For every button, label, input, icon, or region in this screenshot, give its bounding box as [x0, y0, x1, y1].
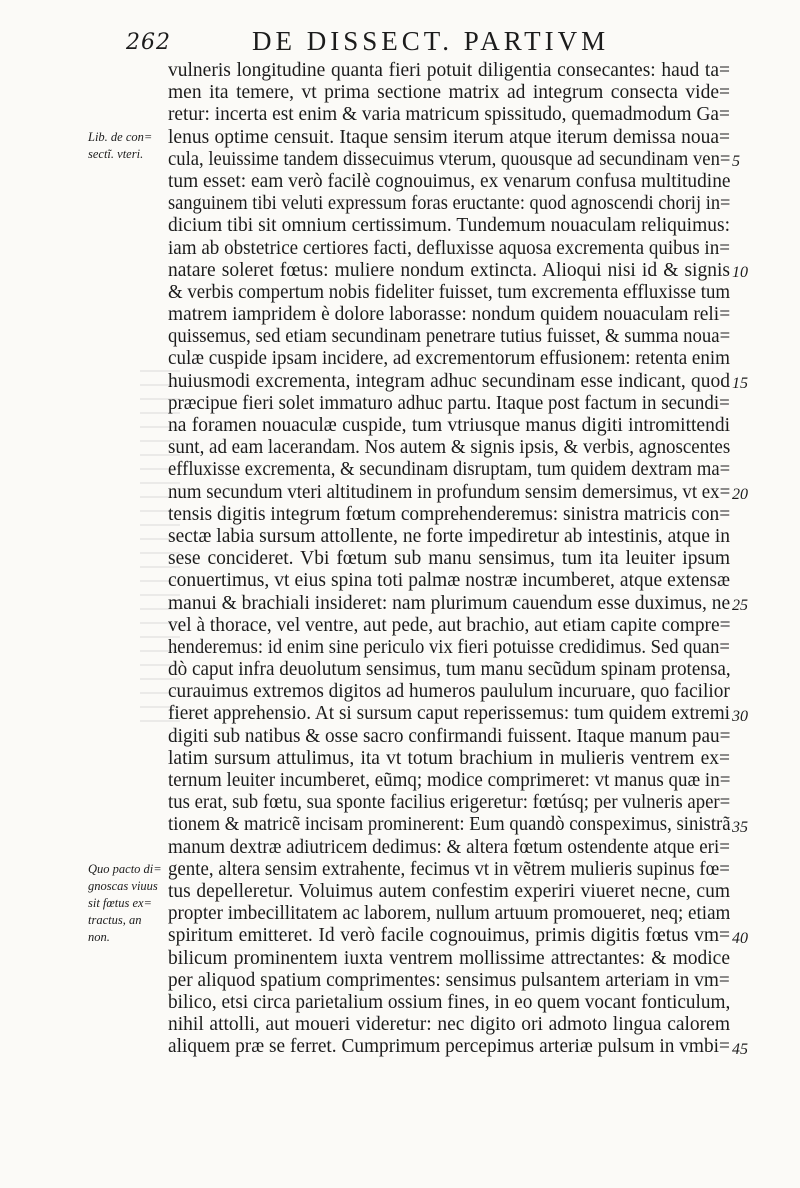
text-line: tus depelleretur. Voluimus autem confestim experiri viueret necne, cum [168, 880, 730, 902]
text-line: sanguinem tibi veluti expressum foras eructante: quod agnoscendi chorij in= [168, 193, 731, 215]
text-line: num secundum vteri altitudinem in profundum sensim demersimus, vt ex= [168, 481, 731, 503]
text-line: propter imbecillitatem ac laborem, nullum artuum promoueret, neq; etiam [168, 903, 731, 925]
text-line: per aliquod spatium comprimentes: sensimus pulsantem arteriam in vm= [168, 969, 730, 991]
text-line: huiusmodi excrementa, integram adhuc secundinam esse indicant, quod [168, 370, 730, 392]
margin-note-line: non. [88, 930, 110, 945]
text-line: henderemus: id enim sine periculo vix fieri potuisse credidimus. Sed quan= [168, 636, 730, 658]
text-line: sunt, ad eam lacerandam. Nos autem & signis ipsis, & verbis, agnoscentes [168, 437, 731, 459]
text-line: tum esset: eam verò facilè cognouimus, ex venarum confusa multitudine [168, 170, 731, 192]
text-line: effluxisse excrementa, & secundinam disruptam, tum quidem dextram ma= [168, 459, 731, 481]
text-line: dò caput infra deuolutum sensimus, tum manu secũdum spinam protensa, [168, 659, 731, 681]
text-line: gente, altera sensim extrahente, fecimus vt in vẽtrem mulieris supinus fœ= [168, 858, 730, 880]
line-number: 15 [732, 374, 748, 392]
text-line: conuertimus, vt eius spina toti palmæ nostræ incumberet, atque extensæ [168, 570, 730, 592]
text-line: quissemus, sed etiam secundinam penetrare tutius fuisset, & summa noua= [168, 326, 731, 348]
text-line: cula, leuissime tandem dissecuimus vterum, quousque ad secundinam ven= [168, 148, 731, 170]
text-line: tus erat, sub fœtu, sua sponte facilius erigeretur: fœtúsq; per vulneris aper= [168, 792, 731, 814]
margin-note-line: gnoscas viuus [88, 879, 158, 894]
margin-note-line: Lib. de con= [88, 129, 153, 144]
line-number: 10 [732, 263, 748, 281]
line-number: 40 [732, 929, 748, 947]
text-line: curauimus extremos digitos ad humeros paululum incuruare, quo facilior [168, 681, 730, 703]
margin-note [88, 129, 166, 163]
text-line: men ita temere, vt prima sectione matrix ad integrum consecta vide= [168, 82, 730, 104]
text-line: fieret apprehensio. At si sursum caput reperissemus: tum quidem extremi [168, 703, 731, 725]
text-line: ternum leuiter incumberet, eũmq; modice comprimeret: vt manus quæ in= [168, 770, 731, 791]
running-head [0, 26, 800, 60]
text-line: aliquem præ se ferret. Cumprimum percepimus arteriæ pulsum in vmbi= [168, 1036, 730, 1058]
text-line: nihil attolli, aut moueri videretur: nec digito ori admoto lingua calorem [168, 1014, 730, 1036]
text-line: vulneris longitudine quanta fieri potuit diligentia consecantes: haud ta= [168, 60, 730, 81]
text-line: na foramen nouaculæ cuspide, tum vtriusque manus digiti intromittendi [168, 415, 730, 436]
text-line: tionem & matricẽ incisam prominerent: Eum quandò conspeximus, sinistrã [168, 814, 731, 836]
line-number: 20 [732, 485, 748, 503]
text-line: natare soleret fœtus: muliere nondum extincta. Alioqui nisi id & signis [168, 259, 730, 281]
text-line: culæ cuspide ipsam incidere, ad excrementorum effusionem: retenta enim [168, 348, 731, 370]
text-line: tensis digitis integrum fœtum comprehenderemus: sinistra matricis con= [168, 503, 731, 525]
margin-note-line: Quo pacto di= [88, 862, 162, 877]
text-line: retur: incerta est enim & varia matricum spissitudo, quemadmodum Ga= [168, 104, 730, 126]
body-text [168, 60, 730, 1058]
margin-note-line: sit fœtus ex= [88, 896, 152, 911]
margin-note-line: tractus, an [88, 913, 142, 928]
text-line: bilico, etsi circa parietalium ossium fines, in eo quem vocant fonticulum, [168, 991, 731, 1013]
page-number: 262 [126, 30, 171, 55]
line-number: 45 [732, 1040, 748, 1058]
text-line: sese concideret. Vbi fœtum sub manu sensimus, tum ita leuiter ipsum [168, 548, 730, 570]
line-number: 35 [732, 818, 748, 836]
text-line: iam ab obstetrice certiores facti, defluxisse aquosa excrementa quibus in= [168, 237, 730, 259]
text-line: sectæ labia sursum attollente, ne forte impediretur ab intestinis, atque in [168, 525, 730, 547]
text-line: manui & brachiali insideret: nam plurimum cauendum esse duximus, ne [168, 592, 731, 614]
line-number: 5 [732, 152, 740, 170]
text-line: præcipue fieri solet immaturo adhuc partu. Itaque post factum in secundi= [168, 392, 730, 414]
text-line: matrem iampridem è dolore laborasse: nondum quidem nouaculam reli= [168, 304, 731, 326]
margin-note-line: sectĩ. vteri. [88, 146, 144, 161]
text-line: digiti sub natibus & osse sacro confirmandi fuissent. Itaque manum pau= [168, 725, 731, 747]
line-number: 25 [732, 596, 748, 614]
text-line: dicium tibi sit omnium certissimum. Tundemum nouaculam reliquimus: [168, 215, 730, 237]
text-line: manum dextræ adiutricem dedimus: & altera fœtum ostendente atque eri= [168, 836, 730, 858]
text-line: spiritum emitteret. Id verò facile cognouimus, primis digitis fœtus vm= [168, 925, 730, 947]
line-number: 30 [732, 707, 748, 725]
text-line: vel à thorace, vel ventre, aut pede, aut brachio, aut etiam capite compre= [168, 614, 731, 636]
margin-note [88, 861, 166, 946]
text-line: lenus optime censuit. Itaque sensim iterum atque iterum demissa noua= [168, 126, 730, 148]
running-head-title: DE DISSECT. PARTIVM [252, 26, 610, 56]
text-line: & verbis compertum nobis fideliter fuisset, tum excrementa effluxisse tum [168, 281, 731, 303]
text-line: latim sursum attulimus, ita vt totum brachium in mulieris ventrem ex= [168, 747, 730, 769]
text-line: bilicum prominentem iuxta ventrem mollissime attrectantes: & modice [168, 947, 730, 969]
